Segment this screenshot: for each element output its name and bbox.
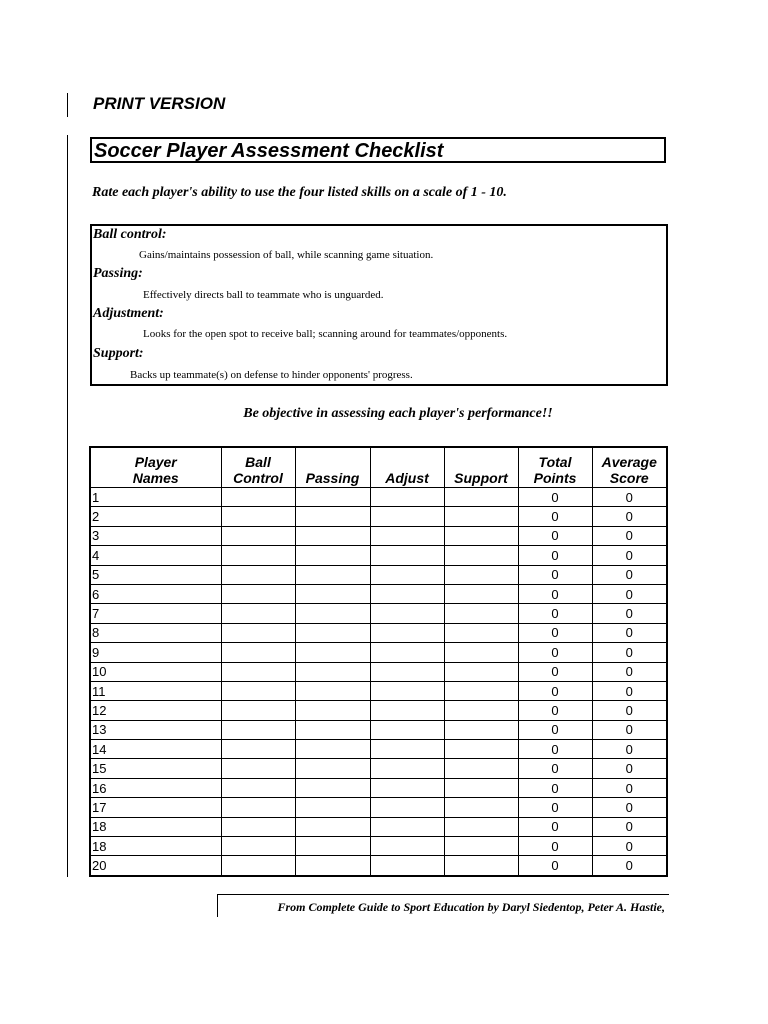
- support-cell[interactable]: [444, 584, 518, 603]
- average-score-cell: 0: [592, 662, 667, 681]
- total-points-cell: 0: [518, 681, 592, 700]
- support-cell[interactable]: [444, 817, 518, 836]
- player-name-cell[interactable]: 2: [90, 507, 221, 526]
- average-score-cell: 0: [592, 604, 667, 623]
- passing-cell[interactable]: [295, 565, 370, 584]
- total-points-cell: 0: [518, 546, 592, 565]
- player-name-cell[interactable]: 11: [90, 681, 221, 700]
- total-points-cell: 0: [518, 604, 592, 623]
- player-name-cell[interactable]: 5: [90, 565, 221, 584]
- passing-cell[interactable]: [295, 856, 370, 876]
- table-row: [90, 623, 667, 642]
- skill-heading-passing: Passing:: [93, 266, 143, 281]
- ball-control-cell[interactable]: [221, 701, 295, 720]
- header-adjust: [370, 447, 444, 488]
- table-row: [90, 837, 667, 856]
- objective-note: Be objective in assessing each player's performance!!: [243, 406, 553, 421]
- player-name-cell[interactable]: 16: [90, 778, 221, 797]
- ball-control-cell[interactable]: [221, 798, 295, 817]
- assessment-table: [89, 446, 668, 877]
- passing-cell[interactable]: [295, 546, 370, 565]
- passing-cell[interactable]: [295, 623, 370, 642]
- support-cell[interactable]: [444, 778, 518, 797]
- header-passing: [295, 447, 370, 488]
- player-name-cell[interactable]: 4: [90, 546, 221, 565]
- adjust-cell[interactable]: [370, 778, 444, 797]
- adjust-cell[interactable]: [370, 507, 444, 526]
- total-points-cell: 0: [518, 837, 592, 856]
- skill-heading-ball-control: Ball control:: [93, 227, 167, 242]
- header-total-points: [518, 447, 592, 488]
- adjust-cell[interactable]: [370, 759, 444, 778]
- player-name-cell[interactable]: 14: [90, 740, 221, 759]
- passing-cell[interactable]: [295, 740, 370, 759]
- header-ball-control: [221, 447, 295, 488]
- passing-cell[interactable]: [295, 662, 370, 681]
- ball-control-cell[interactable]: [221, 507, 295, 526]
- adjust-cell[interactable]: [370, 837, 444, 856]
- passing-cell[interactable]: [295, 817, 370, 836]
- support-cell[interactable]: [444, 701, 518, 720]
- skill-description-passing: Effectively directs ball to teammate who is unguarded.: [143, 289, 384, 301]
- adjust-cell[interactable]: [370, 701, 444, 720]
- support-cell[interactable]: [444, 507, 518, 526]
- passing-cell[interactable]: [295, 720, 370, 739]
- table-row: [90, 759, 667, 778]
- ball-control-cell[interactable]: [221, 837, 295, 856]
- table-row: [90, 798, 667, 817]
- ball-control-cell[interactable]: [221, 817, 295, 836]
- adjust-cell[interactable]: [370, 798, 444, 817]
- margin-line-main: [67, 135, 68, 877]
- table-row: [90, 681, 667, 700]
- passing-cell[interactable]: [295, 778, 370, 797]
- print-version-label: PRINT VERSION: [93, 94, 226, 113]
- passing-cell[interactable]: [295, 837, 370, 856]
- support-cell[interactable]: [444, 740, 518, 759]
- passing-cell[interactable]: [295, 643, 370, 662]
- header-support: [444, 447, 518, 488]
- player-name-cell[interactable]: 18: [90, 837, 221, 856]
- adjust-cell[interactable]: [370, 604, 444, 623]
- header-line: [445, 454, 518, 470]
- skill-heading-adjustment: Adjustment:: [93, 306, 164, 321]
- table-row: [90, 662, 667, 681]
- table-row: [90, 526, 667, 545]
- passing-cell[interactable]: [295, 526, 370, 545]
- table-header-row: [90, 447, 667, 488]
- ball-control-cell[interactable]: [221, 565, 295, 584]
- ball-control-cell[interactable]: [221, 856, 295, 876]
- ball-control-cell[interactable]: [221, 623, 295, 642]
- ball-control-cell[interactable]: [221, 740, 295, 759]
- table-row: [90, 565, 667, 584]
- player-name-cell[interactable]: 17: [90, 798, 221, 817]
- table-row: [90, 740, 667, 759]
- header-line: [371, 454, 444, 470]
- average-score-cell: 0: [592, 798, 667, 817]
- average-score-cell: 0: [592, 837, 667, 856]
- page-title: Soccer Player Assessment Checklist: [90, 137, 666, 163]
- support-cell[interactable]: [444, 488, 518, 507]
- player-name-cell[interactable]: 8: [90, 623, 221, 642]
- table-row: [90, 778, 667, 797]
- ball-control-cell[interactable]: [221, 488, 295, 507]
- header-line: [296, 454, 370, 470]
- average-score-cell: 0: [592, 526, 667, 545]
- average-score-cell: 0: [592, 681, 667, 700]
- player-name-cell[interactable]: 9: [90, 643, 221, 662]
- table-row: [90, 817, 667, 836]
- total-points-cell: 0: [518, 507, 592, 526]
- header-line: Score: [609, 470, 649, 486]
- support-cell[interactable]: [444, 623, 518, 642]
- average-score-cell: 0: [592, 817, 667, 836]
- adjust-cell[interactable]: [370, 856, 444, 876]
- adjust-cell[interactable]: [370, 720, 444, 739]
- player-name-cell[interactable]: 20: [90, 856, 221, 876]
- total-points-cell: 0: [518, 759, 592, 778]
- average-score-cell: 0: [592, 759, 667, 778]
- passing-cell[interactable]: [295, 798, 370, 817]
- adjust-cell[interactable]: [370, 643, 444, 662]
- ball-control-cell[interactable]: [221, 662, 295, 681]
- average-score-cell: 0: [592, 856, 667, 876]
- skills-definitions-box: [90, 224, 668, 386]
- table-row: [90, 507, 667, 526]
- player-name-cell[interactable]: 12: [90, 701, 221, 720]
- ball-control-cell[interactable]: [221, 604, 295, 623]
- total-points-cell: 0: [518, 856, 592, 876]
- average-score-cell: 0: [592, 643, 667, 662]
- header-line: Player: [134, 454, 177, 470]
- margin-line-top: [67, 93, 68, 117]
- adjust-cell[interactable]: [370, 565, 444, 584]
- average-score-cell: 0: [592, 507, 667, 526]
- support-cell[interactable]: [444, 798, 518, 817]
- player-name-cell[interactable]: 6: [90, 584, 221, 603]
- adjust-cell[interactable]: [370, 681, 444, 700]
- total-points-cell: 0: [518, 488, 592, 507]
- header-line: Total: [538, 454, 572, 470]
- header-line: Ball: [245, 454, 271, 470]
- total-points-cell: 0: [518, 623, 592, 642]
- ball-control-cell[interactable]: [221, 546, 295, 565]
- table-row: [90, 488, 667, 507]
- passing-cell[interactable]: [295, 507, 370, 526]
- passing-cell[interactable]: [295, 584, 370, 603]
- player-name-cell[interactable]: 13: [90, 720, 221, 739]
- total-points-cell: 0: [518, 798, 592, 817]
- support-cell[interactable]: [444, 526, 518, 545]
- player-name-cell[interactable]: 18: [90, 817, 221, 836]
- total-points-cell: 0: [518, 720, 592, 739]
- table-row: [90, 720, 667, 739]
- average-score-cell: 0: [592, 778, 667, 797]
- player-name-cell[interactable]: 10: [90, 662, 221, 681]
- average-score-cell: 0: [592, 623, 667, 642]
- header-line: Support: [454, 470, 508, 486]
- adjust-cell[interactable]: [370, 740, 444, 759]
- table-body: [90, 488, 667, 876]
- average-score-cell: 0: [592, 565, 667, 584]
- header-average-score: [592, 447, 667, 488]
- average-score-cell: 0: [592, 720, 667, 739]
- total-points-cell: 0: [518, 740, 592, 759]
- player-name-cell[interactable]: 3: [90, 526, 221, 545]
- average-score-cell: 0: [592, 488, 667, 507]
- skill-description-support: Backs up teammate(s) on defense to hinder opponents' progress.: [130, 369, 413, 381]
- ball-control-cell[interactable]: [221, 720, 295, 739]
- player-name-cell[interactable]: 1: [90, 488, 221, 507]
- support-cell[interactable]: [444, 681, 518, 700]
- support-cell[interactable]: [444, 662, 518, 681]
- total-points-cell: 0: [518, 643, 592, 662]
- header-line: Control: [233, 470, 283, 486]
- adjust-cell[interactable]: [370, 662, 444, 681]
- passing-cell[interactable]: [295, 681, 370, 700]
- total-points-cell: 0: [518, 817, 592, 836]
- support-cell[interactable]: [444, 837, 518, 856]
- header-line: Adjust: [385, 470, 429, 486]
- table-row: [90, 584, 667, 603]
- adjust-cell[interactable]: [370, 623, 444, 642]
- table-row: [90, 856, 667, 876]
- total-points-cell: 0: [518, 565, 592, 584]
- adjust-cell[interactable]: [370, 488, 444, 507]
- table-row: [90, 701, 667, 720]
- rating-instructions: Rate each player's ability to use the four listed skills on a scale of 1 - 10.: [92, 185, 507, 200]
- skill-description-ball-control: Gains/maintains possession of ball, while scanning game situation.: [139, 249, 434, 261]
- support-cell[interactable]: [444, 565, 518, 584]
- ball-control-cell[interactable]: [221, 681, 295, 700]
- support-cell[interactable]: [444, 720, 518, 739]
- skill-description-adjustment: Looks for the open spot to receive ball; scanning around for teammates/opponents.: [143, 328, 508, 340]
- header-line: Names: [132, 470, 179, 486]
- ball-control-cell[interactable]: [221, 643, 295, 662]
- passing-cell[interactable]: [295, 759, 370, 778]
- adjust-cell[interactable]: [370, 584, 444, 603]
- adjust-cell[interactable]: [370, 526, 444, 545]
- passing-cell[interactable]: [295, 701, 370, 720]
- total-points-cell: 0: [518, 526, 592, 545]
- citation-text: From Complete Guide to Sport Education by Daryl Siedentop, Peter A. Hastie,: [277, 900, 665, 914]
- support-cell[interactable]: [444, 546, 518, 565]
- total-points-cell: 0: [518, 584, 592, 603]
- ball-control-cell[interactable]: [221, 778, 295, 797]
- passing-cell[interactable]: [295, 488, 370, 507]
- support-cell[interactable]: [444, 856, 518, 876]
- support-cell[interactable]: [444, 604, 518, 623]
- support-cell[interactable]: [444, 759, 518, 778]
- table-row: [90, 643, 667, 662]
- average-score-cell: 0: [592, 546, 667, 565]
- average-score-cell: 0: [592, 584, 667, 603]
- total-points-cell: 0: [518, 701, 592, 720]
- citation-box: [217, 894, 669, 917]
- player-name-cell[interactable]: 7: [90, 604, 221, 623]
- total-points-cell: 0: [518, 662, 592, 681]
- adjust-cell[interactable]: [370, 817, 444, 836]
- average-score-cell: 0: [592, 701, 667, 720]
- skill-heading-support: Support:: [93, 346, 144, 361]
- header-player-names: [90, 447, 221, 488]
- header-line: Average: [601, 454, 657, 470]
- total-points-cell: 0: [518, 778, 592, 797]
- ball-control-cell[interactable]: [221, 759, 295, 778]
- player-name-cell[interactable]: 15: [90, 759, 221, 778]
- table-row: [90, 604, 667, 623]
- ball-control-cell[interactable]: [221, 526, 295, 545]
- average-score-cell: 0: [592, 740, 667, 759]
- support-cell[interactable]: [444, 643, 518, 662]
- header-line: Points: [533, 470, 577, 486]
- adjust-cell[interactable]: [370, 546, 444, 565]
- passing-cell[interactable]: [295, 604, 370, 623]
- ball-control-cell[interactable]: [221, 584, 295, 603]
- header-line: Passing: [305, 470, 360, 486]
- table-row: [90, 546, 667, 565]
